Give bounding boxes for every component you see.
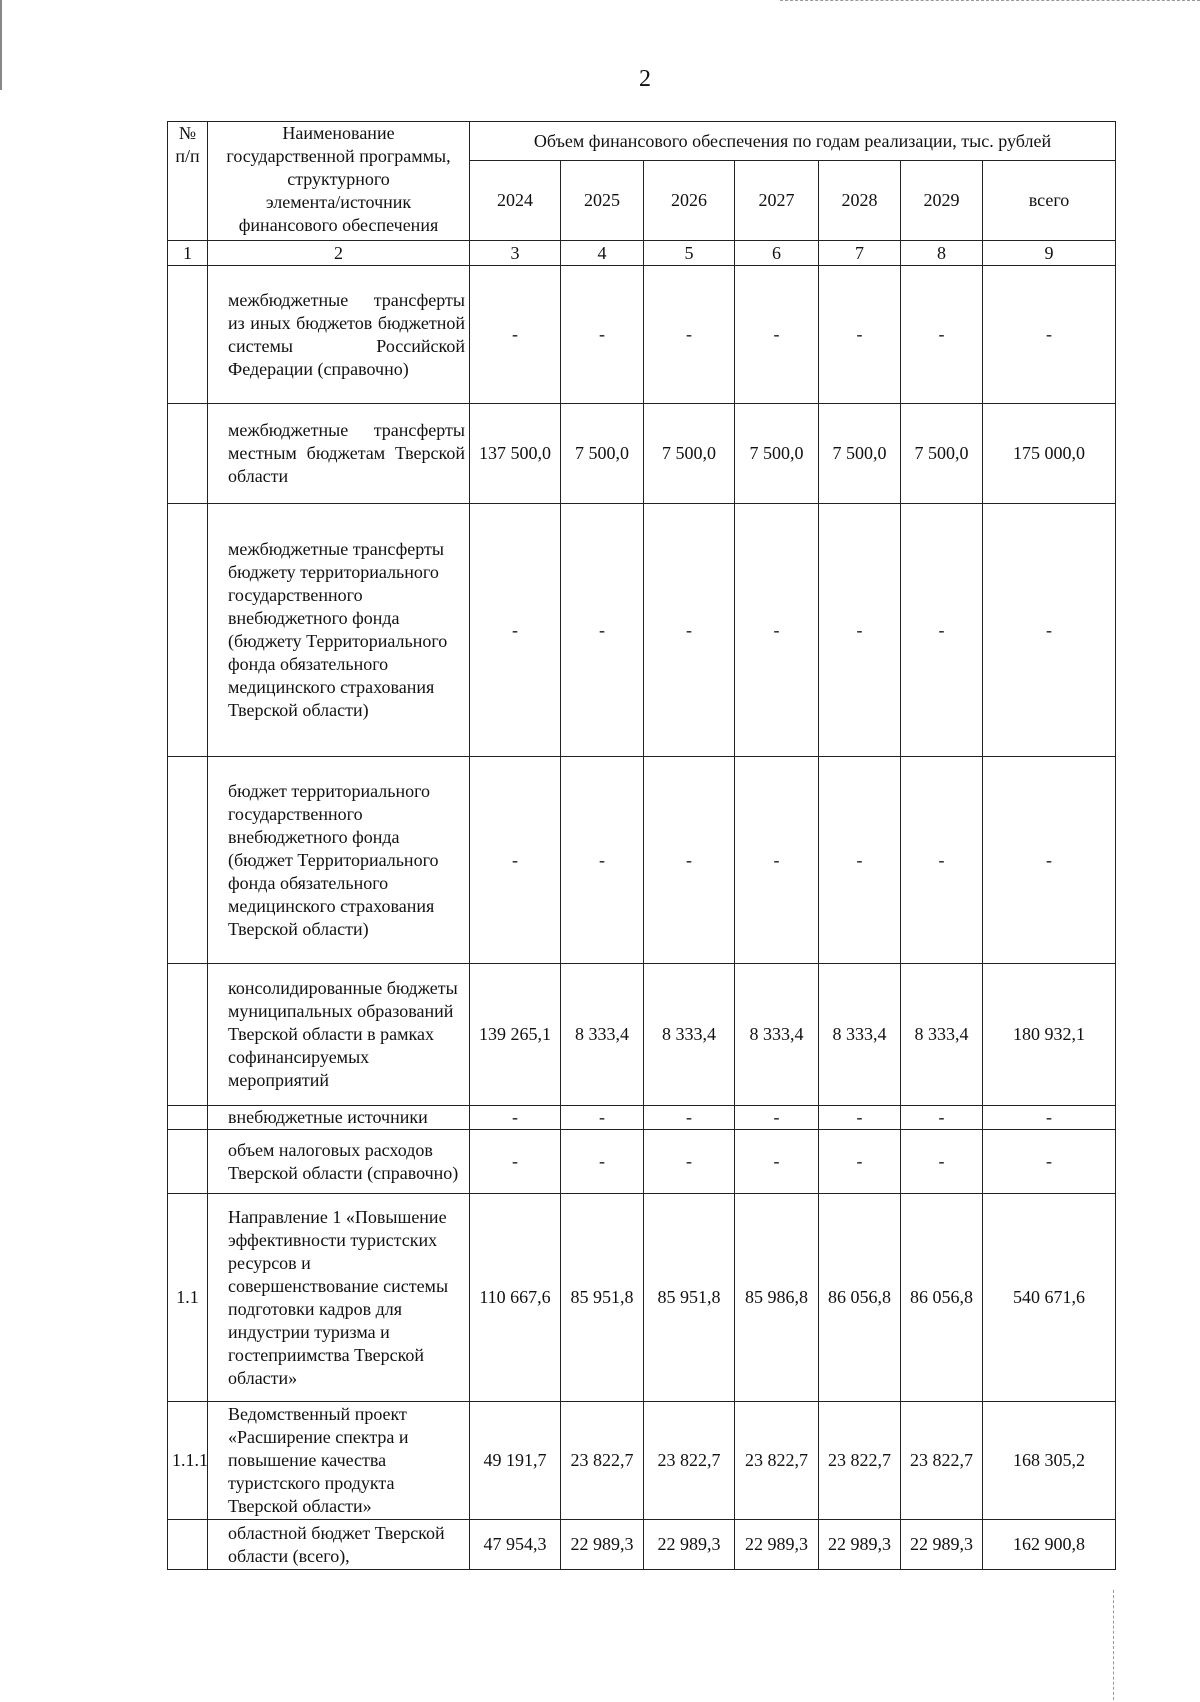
row-year-value: 139 265,1 [470,964,561,1106]
row-name: межбюджетные трансферты из иных бюджетов бюджетной системы Российской Федерации (справочно) [208,266,470,404]
row-name: Ведомственный проект «Расширение спектра и повышение качества туристского продукта Тверской области» [208,1402,470,1520]
row-number: 1.1.1 [168,1402,208,1520]
row-name: консолидированные бюджеты муниципальных образований Тверской области в рамках софинансируемых мероприятий [208,964,470,1106]
column-index: 7 [819,241,901,266]
row-year-value: 23 822,7 [819,1402,901,1520]
row-year-value: - [901,1106,983,1130]
row-year-value: 7 500,0 [819,404,901,504]
row-year-value: - [470,1130,561,1194]
row-year-value: - [561,1106,644,1130]
column-index: 9 [983,241,1116,266]
row-year-value: - [561,757,644,964]
row-year-value: - [735,266,819,404]
row-year-value: 7 500,0 [735,404,819,504]
row-year-value: 23 822,7 [561,1402,644,1520]
row-year-value: - [644,504,735,757]
row-year-value: 85 986,8 [735,1194,819,1402]
row-year-value: - [644,1106,735,1130]
header-year-2024: 2024 [470,161,561,241]
table-row [168,266,1116,404]
row-year-value: - [901,757,983,964]
row-year-value: 85 951,8 [644,1194,735,1402]
row-year-value: 137 500,0 [470,404,561,504]
row-year-value: - [901,1130,983,1194]
table-row [168,1402,1116,1520]
row-year-value: 86 056,8 [819,1194,901,1402]
row-year-value: - [561,1130,644,1194]
row-year-value: 22 989,3 [735,1520,819,1570]
row-year-value: 8 333,4 [644,964,735,1106]
row-year-value: 8 333,4 [819,964,901,1106]
row-name: бюджет территориального государственного внебюджетного фонда (бюджет Территориального фонда обязательного медицинского страхования Тверской области) [208,757,470,964]
row-year-value: - [644,266,735,404]
row-number [168,1130,208,1194]
row-year-value: 85 951,8 [561,1194,644,1402]
row-name: областной бюджет Тверской области (всего), [208,1520,470,1570]
row-name: объем налоговых расходов Тверской области (справочно) [208,1130,470,1194]
table-row [168,1520,1116,1570]
row-year-value: - [644,1130,735,1194]
row-total-value: - [983,504,1116,757]
column-index: 2 [208,241,470,266]
table-row [168,757,1116,964]
header-year-2026: 2026 [644,161,735,241]
row-year-value: 8 333,4 [901,964,983,1106]
row-year-value: - [470,757,561,964]
row-year-value: 23 822,7 [735,1402,819,1520]
row-year-value: - [561,266,644,404]
table-row [168,1194,1116,1402]
table-row [168,964,1116,1106]
row-year-value: 7 500,0 [901,404,983,504]
table-row [168,504,1116,757]
column-index: 1 [168,241,208,266]
row-year-value: 23 822,7 [901,1402,983,1520]
row-year-value: - [819,504,901,757]
row-number [168,504,208,757]
column-index: 3 [470,241,561,266]
header-group: Объем финансового обеспечения по годам реализации, тыс. рублей [470,122,1116,161]
row-year-value: - [819,1106,901,1130]
row-total-value: - [983,1130,1116,1194]
header-year-2028: 2028 [819,161,901,241]
row-total-value: 175 000,0 [983,404,1116,504]
row-year-value: 8 333,4 [561,964,644,1106]
row-number: 1.1 [168,1194,208,1402]
column-index: 5 [644,241,735,266]
scan-top-mark [780,0,1200,2]
row-total-value: - [983,757,1116,964]
row-year-value: 86 056,8 [901,1194,983,1402]
row-name: Направление 1 «Повышение эффективности туристских ресурсов и совершенствование системы подготовки кадров для индустрии туризма и гостеприимства Тверской области» [208,1194,470,1402]
row-number [168,964,208,1106]
row-total-value: 540 671,6 [983,1194,1116,1402]
row-year-value: 22 989,3 [901,1520,983,1570]
header-num: № п/п [168,122,208,241]
scan-right-mark [1113,1590,1115,1700]
header-year-2025: 2025 [561,161,644,241]
row-name: внебюджетные источники [208,1106,470,1130]
row-year-value: - [470,1106,561,1130]
column-index: 8 [901,241,983,266]
header-year-2029: 2029 [901,161,983,241]
budget-table [167,121,1116,1570]
row-year-value: 7 500,0 [561,404,644,504]
row-year-value: - [470,504,561,757]
row-total-value: - [983,1106,1116,1130]
row-year-value: - [819,757,901,964]
row-year-value: 22 989,3 [561,1520,644,1570]
header-total: всего [983,161,1116,241]
row-number [168,266,208,404]
row-year-value: - [735,1106,819,1130]
table-row [168,1106,1116,1130]
row-year-value: 7 500,0 [644,404,735,504]
row-year-value: 49 191,7 [470,1402,561,1520]
row-year-value: - [644,757,735,964]
table-row [168,404,1116,504]
row-total-value: 168 305,2 [983,1402,1116,1520]
table-body [168,266,1116,1570]
row-year-value: - [901,504,983,757]
table-row [168,1130,1116,1194]
row-year-value: 22 989,3 [644,1520,735,1570]
row-number [168,404,208,504]
row-number [168,1106,208,1130]
row-name: межбюджетные трансферты местным бюджетам Тверской области [208,404,470,504]
column-index: 4 [561,241,644,266]
row-year-value: - [901,266,983,404]
row-number [168,757,208,964]
row-year-value: 22 989,3 [819,1520,901,1570]
row-total-value: 162 900,8 [983,1520,1116,1570]
row-year-value: - [735,1130,819,1194]
row-year-value: 23 822,7 [644,1402,735,1520]
row-total-value: 180 932,1 [983,964,1116,1106]
row-year-value: - [470,266,561,404]
header-name: Наименование государственной программы, структурного элемента/источник финансового обеспечения [208,122,470,241]
row-total-value: - [983,266,1116,404]
row-year-value: 47 954,3 [470,1520,561,1570]
row-year-value: - [819,1130,901,1194]
header-year-2027: 2027 [735,161,819,241]
row-year-value: - [735,757,819,964]
page-number: 2 [639,66,651,92]
row-number [168,1520,208,1570]
row-year-value: 110 667,6 [470,1194,561,1402]
column-index: 6 [735,241,819,266]
row-year-value: - [735,504,819,757]
row-name: межбюджетные трансферты бюджету территориального государственного внебюджетного фонда (бюджету Территориального фонда обязательного медицинского страхования Тверской области) [208,504,470,757]
row-year-value: - [819,266,901,404]
row-year-value: 8 333,4 [735,964,819,1106]
row-year-value: - [561,504,644,757]
